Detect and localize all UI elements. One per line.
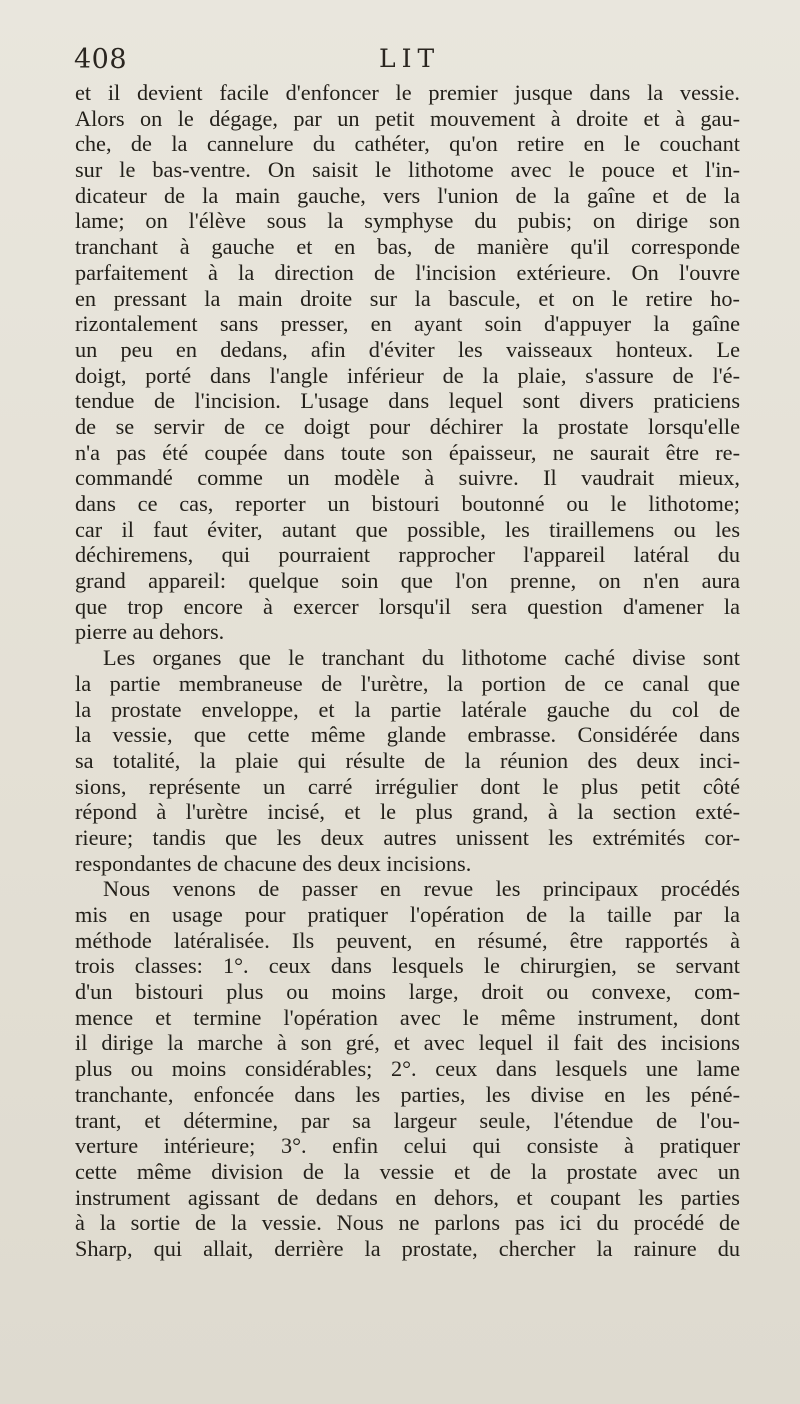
body-text <box>75 80 740 1262</box>
text-line: tendue de l'incision. L'usage dans lequel sont divers praticiens <box>75 388 740 414</box>
text-line: parfaitement à la direction de l'incision extérieure. On l'ouvre <box>75 259 740 285</box>
paragraph-end-line: respondantes de chacune des deux incisions. <box>75 850 472 876</box>
text-line: méthode latéralisée. Ils peuvent, en résumé, être rapportés à <box>75 927 740 953</box>
text-line: dans ce cas, reporter un bistouri boutonné ou le lithotome; <box>75 491 740 516</box>
text-line: lame; on l'élève sous la symphyse du pubis; on dirige son <box>75 208 740 234</box>
text-line: rieure; tandis que les deux autres unissent les extrémités cor- <box>75 824 740 850</box>
text-line: Alors on le dégage, par un petit mouvement à droite et à gau- <box>75 105 740 131</box>
text-line: il dirige la marche à son gré, et avec lequel il fait des incisions <box>75 1030 740 1056</box>
text-line: répond à l'urètre incisé, et le plus grand, à la section exté- <box>75 799 740 825</box>
text-line: commandé comme un modèle à suivre. Il vaudrait mieux, <box>75 465 740 491</box>
page-number: 408 <box>74 44 128 75</box>
text-line: sions, représente un carré irrégulier dont le plus petit côté <box>75 773 740 799</box>
text-line: que trop encore à exercer lorsqu'il sera question d'amener la <box>75 593 740 619</box>
text-line: plus ou moins considérables; 2°. ceux dans lesquels une lame <box>75 1056 740 1082</box>
text-line: déchiremens, qui pourraient rapprocher l'appareil latéral du <box>75 542 740 568</box>
text-line: mence et termine l'opération avec le même instrument, dont <box>75 1004 740 1030</box>
text-line: la prostate enveloppe, et la partie latérale gauche du col de <box>75 696 740 722</box>
text-line: tranchante, enfoncée dans les parties, les divise en les péné- <box>75 1081 740 1107</box>
text-line: doigt, porté dans l'angle inférieur de la plaie, s'assure de l'é- <box>75 362 740 388</box>
text-line: grand appareil: quelque soin que l'on prenne, on n'en aura <box>75 568 740 594</box>
text-line: tranchant à gauche et en bas, de manière qu'il corresponde <box>75 234 740 260</box>
text-line: che, de la cannelure du cathéter, qu'on retire en le couchant <box>75 131 740 157</box>
text-line: d'un bistouri plus ou moins large, droit ou convexe, com- <box>75 979 740 1005</box>
text-line: n'a pas été coupée dans toute son épaisseur, ne saurait être re- <box>75 439 740 465</box>
paragraph-start-line: Nous venons de passer en revue les principaux procédés <box>103 876 740 902</box>
paragraph-start-line: Les organes que le tranchant du lithotome caché divise sont <box>103 645 740 671</box>
text-line: trant, et détermine, par sa largeur seule, l'étendue de l'ou- <box>75 1107 740 1133</box>
text-line: et il devient facile d'enfoncer le premier jusque dans la vessie. <box>75 80 740 105</box>
text-line: dicateur de la main gauche, vers l'union de la gaîne et de la <box>75 182 740 208</box>
text-line: car il faut éviter, autant que possible, les tiraillemens ou les <box>75 516 740 542</box>
text-line: de se servir de ce doigt pour déchirer la prostate lorsqu'elle <box>75 413 740 439</box>
text-line: trois classes: 1°. ceux dans lesquels le chirurgien, se servant <box>75 953 740 979</box>
text-line: un peu en dedans, afin d'éviter les vaisseaux honteux. Le <box>75 336 740 362</box>
text-line: en pressant la main droite sur la bascule, et on le retire ho- <box>75 285 740 311</box>
text-line: sur le bas-ventre. On saisit le lithotome avec le pouce et l'in- <box>75 157 740 183</box>
text-line: instrument agissant de dedans en dehors, et coupant les parties <box>75 1184 740 1210</box>
text-line: sa totalité, la plaie qui résulte de la réunion des deux inci- <box>75 747 740 773</box>
paragraph-end-line: pierre au dehors. <box>75 619 225 645</box>
running-head: LIT <box>379 44 441 73</box>
text-line: Sharp, qui allait, derrière la prostate, chercher la rainure du <box>75 1235 740 1261</box>
text-line: mis en usage pour pratiquer l'opération de la taille par la <box>75 902 740 927</box>
text-line: verture intérieure; 3°. enfin celui qui consiste à pratiquer <box>75 1133 740 1159</box>
text-line: cette même division de la vessie et de la prostate avec un <box>75 1158 740 1184</box>
text-line: à la sortie de la vessie. Nous ne parlons pas ici du procédé de <box>75 1210 740 1236</box>
text-line: rizontalement sans presser, en ayant soin d'appuyer la gaîne <box>75 311 740 337</box>
text-line: la vessie, que cette même glande embrasse. Considérée dans <box>75 722 740 748</box>
page-header <box>74 44 744 80</box>
text-line: la partie membraneuse de l'urètre, la portion de ce canal que <box>75 670 740 696</box>
